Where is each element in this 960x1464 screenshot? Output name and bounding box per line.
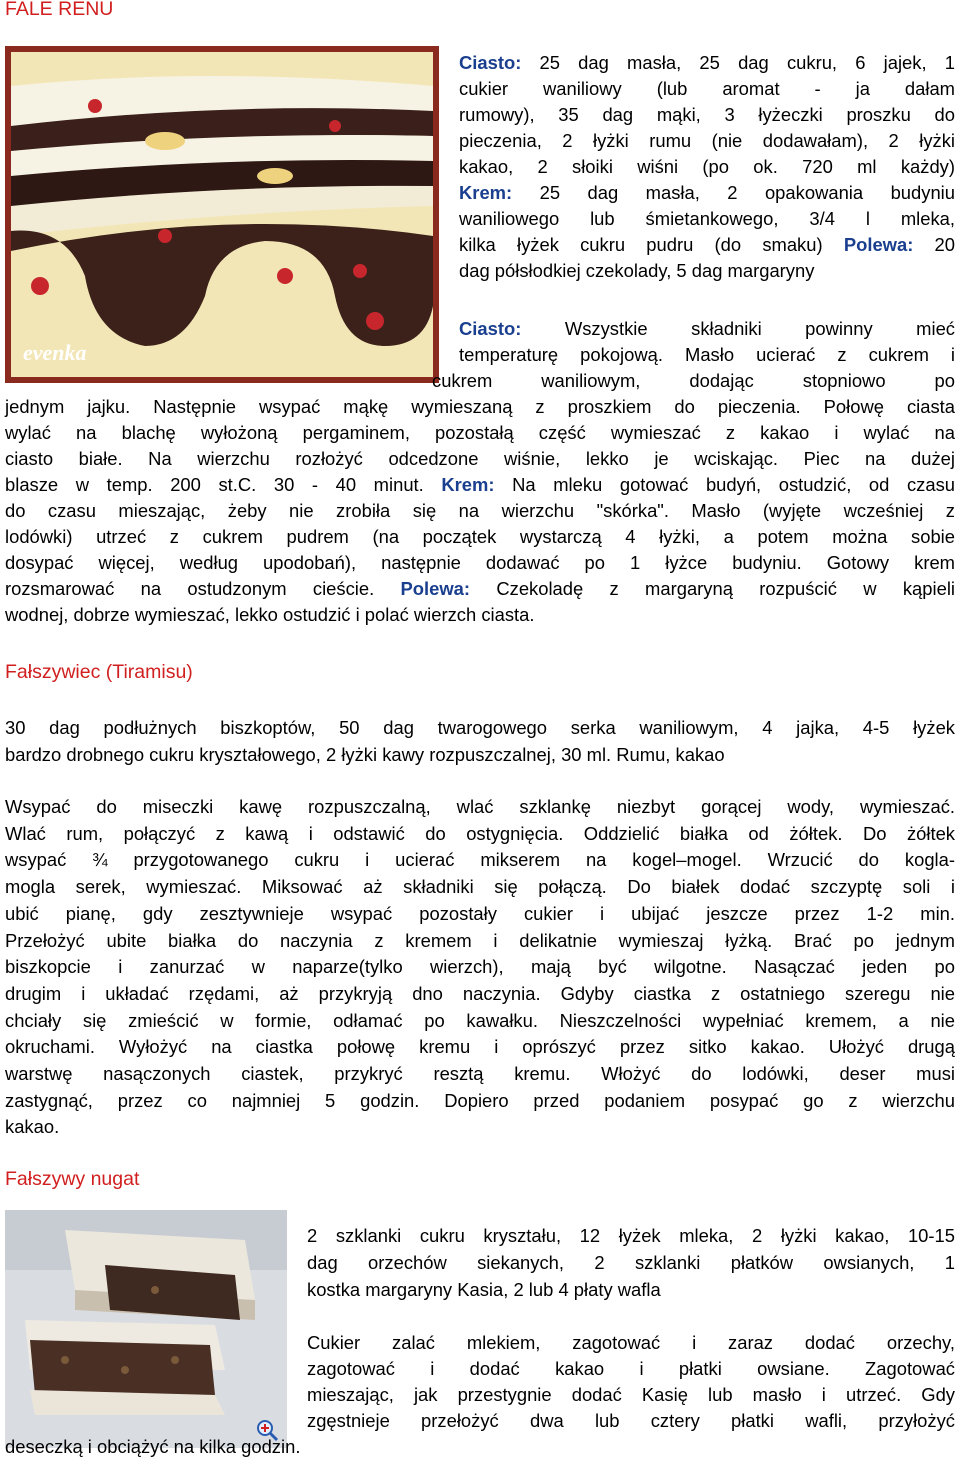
tiramisu-line-8: drugim i układać rzędami, aż przykryją dno naczynia. Gdyby ciastka z ostatniego szeregu nie	[5, 982, 955, 1004]
fale-line-1: Ciasto: 25 dag masła, 25 dag cukru, 6 jajek, 1	[459, 52, 955, 73]
fale-method-line-3: cukrem waniliowym, dodając stopniowo po	[432, 370, 955, 391]
fale-body-line-9: wodnej, dobrze wymieszać, lekko ostudzić i polać wierzch ciasta.	[5, 604, 535, 625]
fale-body-line-6: lodówki) utrzeć z cukrem pudrem (na początek wystarczą 4 łyżki, a potem można sobie	[5, 526, 955, 547]
tiramisu-line-4: mogla serek, wymieszać. Miksować aż składniki się połączą. Do białek dodać szczyptę soli i	[5, 876, 955, 898]
fale-body-line-3: ciasto białe. Na wierzchu rozłożyć odcedzone wiśnie, lekko je wciskając. Piec na dużej	[5, 448, 955, 469]
section-title-nugat: Fałszywy nugat	[5, 1168, 140, 1190]
fale-body-line-2: wylać na blachę wyłożoną pergaminem, pozostałą część wymieszać z kakao i wylać na	[5, 422, 955, 443]
nugat-method	[307, 1330, 955, 1434]
tiramisu-line-7: biszkopcie i zanurzać w naparze(tylko wierzch), mają być wilgotne. Nasączać jeden po	[5, 956, 955, 978]
nugat-photo-svg	[5, 1210, 287, 1448]
nugat-photo	[5, 1210, 287, 1448]
fale-ingredients	[459, 50, 955, 284]
fale-body-line-7: dosypać więcej, według upodobań), następnie dodawać po 1 łyżce budyniu. Gotowy krem	[5, 552, 955, 573]
cake-photo	[5, 46, 439, 383]
fale-line-8: kilka łyżek cukru pudru (do smaku) Polewa: 20	[459, 234, 955, 255]
tiramisu-line-5: ubić pianę, gdy zesztywnieje wsypać pozostały cukier i ubijać jeszcze przez 1-2 min.	[5, 902, 955, 924]
tiramisu-line-12: zastygnąć, przez co najmniej 5 godzin. Dopiero przed podaniem posypać go z wierzchu	[5, 1089, 955, 1111]
tiramisu-line-3: wsypać ¾ przygotowanego cukru i ucierać mikserem na kogel–mogel. Wrzucić do kogla-	[5, 849, 955, 871]
fale-line-3: rumowy), 35 dag mąki, 3 łyżeczki proszku do	[459, 104, 955, 125]
fale-line-5: kakao, 2 słoiki wiśni (po ok. 720 ml każdy)	[459, 156, 955, 177]
nugat-line-3: mieszając, jak przestygnie dodać Kasię lub masło i utrzeć. Gdy	[307, 1384, 955, 1405]
fale-method-start	[459, 316, 955, 368]
nugat-line-4: zgęstnieje przełożyć dwa lub cztery płatki wafli, przyłożyć	[307, 1410, 955, 1431]
fale-line-6: Krem: 25 dag masła, 2 opakowania budyniu	[459, 182, 955, 203]
page-title-fale-renu: FALE RENU	[5, 0, 114, 20]
fale-body-line-4: blasze w temp. 200 st.C. 30 - 40 minut. Krem: Na mleku gotować budyń, ostudzić, od czasu	[5, 474, 955, 495]
fale-line-9: dag półsłodkiej czekolady, 5 dag margaryny	[459, 260, 815, 281]
fale-line-2: cukier waniliowy (lub aromat - ja dałam	[459, 78, 955, 99]
nugat-ingredients-line-1: 2 szklanki cukru kryształu, 12 łyżek mleka, 2 łyżki kakao, 10-15	[307, 1225, 955, 1246]
fale-body-line-1: jednym jajku. Następnie wsypać mąkę wymieszaną z proszkiem do pieczenia. Połowę ciasta	[5, 396, 955, 417]
nugat-line-2: zagotować i dodać kakao i płatki owsiane. Zagotować	[307, 1358, 955, 1379]
fale-body-line-8: rozsmarować na ostudzonym cieście. Polewa: Czekoladę z margaryną rozpuścić w kąpieli	[5, 578, 955, 599]
tiramisu-ingredients-line-1: 30 dag podłużnych biszkoptów, 50 dag twarogowego serka waniliowym, 4 jajka, 4-5 łyżek	[5, 717, 955, 738]
tiramisu-line-13: kakao.	[5, 1116, 60, 1138]
nugat-ingredients-line-2: dag orzechów siekanych, 2 szklanki płatków owsianych, 1	[307, 1252, 955, 1273]
tiramisu-method	[5, 794, 955, 1141]
nugat-ingredients-line-3: kostka margaryny Kasia, 2 lub 4 płaty wafla	[307, 1279, 661, 1300]
fale-method-line-2: temperaturę pokojową. Masło ucierać z cukrem i	[459, 344, 955, 365]
tiramisu-line-6: Przełożyć ubite białka do naczynia z kremem i delikatnie wymieszaj łyżką. Brać po jednym	[5, 929, 955, 951]
fale-method-body	[5, 394, 955, 628]
section-title-tiramisu: Fałszywiec (Tiramisu)	[5, 661, 193, 683]
nugat-last-line: deseczką i obciążyć na kilka godzin.	[5, 1436, 301, 1457]
fale-line-4: pieczenia, 2 łyżki rumu (nie dodawałam), 2 łyżki	[459, 130, 955, 151]
tiramisu-ingredients-line-2: bardzo drobnego cukru kryształowego, 2 łyżki kawy rozpuszczalnej, 30 ml. Rumu, kakao	[5, 744, 725, 765]
nugat-ingredients	[307, 1222, 955, 1303]
nugat-line-1: Cukier zalać mlekiem, zagotować i zaraz dodać orzechy,	[307, 1332, 955, 1353]
photo-watermark: evenka	[23, 340, 87, 365]
fale-method-line-1: Ciasto: Wszystkie składniki powinny mieć	[459, 318, 955, 339]
fale-body-line-5: do czasu mieszając, żeby nie zrobiła się na wierzchu "skórka". Masło (wyjęte wcześniej z	[5, 500, 955, 521]
fale-line-7: waniliowego lub śmietankowego, 3/4 l mleka,	[459, 208, 955, 229]
tiramisu-line-9: chciały się zmieścić w formie, odłamać po kawałku. Nieszczelności wypełniać kremem, a nie	[5, 1009, 955, 1031]
tiramisu-line-11: warstwę nasączonych ciastek, przykryć resztą kremu. Włożyć do lodówki, deser musi	[5, 1063, 955, 1085]
tiramisu-ingredients	[5, 714, 955, 768]
cake-photo-svg	[5, 46, 439, 383]
tiramisu-line-1: Wsypać do miseczki kawę rozpuszczalną, wlać szklankę niezbyt gorącej wody, wymieszać.	[5, 796, 955, 817]
tiramisu-line-2: Wlać rum, połączyć z kawą i odstawić do ostygnięcia. Oddzielić białka od żółtek. Do żółtek	[5, 822, 955, 844]
tiramisu-line-10: okruchami. Wyłożyć na ciastka połowę kremu i oprószyć przez sitko kakao. Ułożyć drugą	[5, 1036, 955, 1058]
